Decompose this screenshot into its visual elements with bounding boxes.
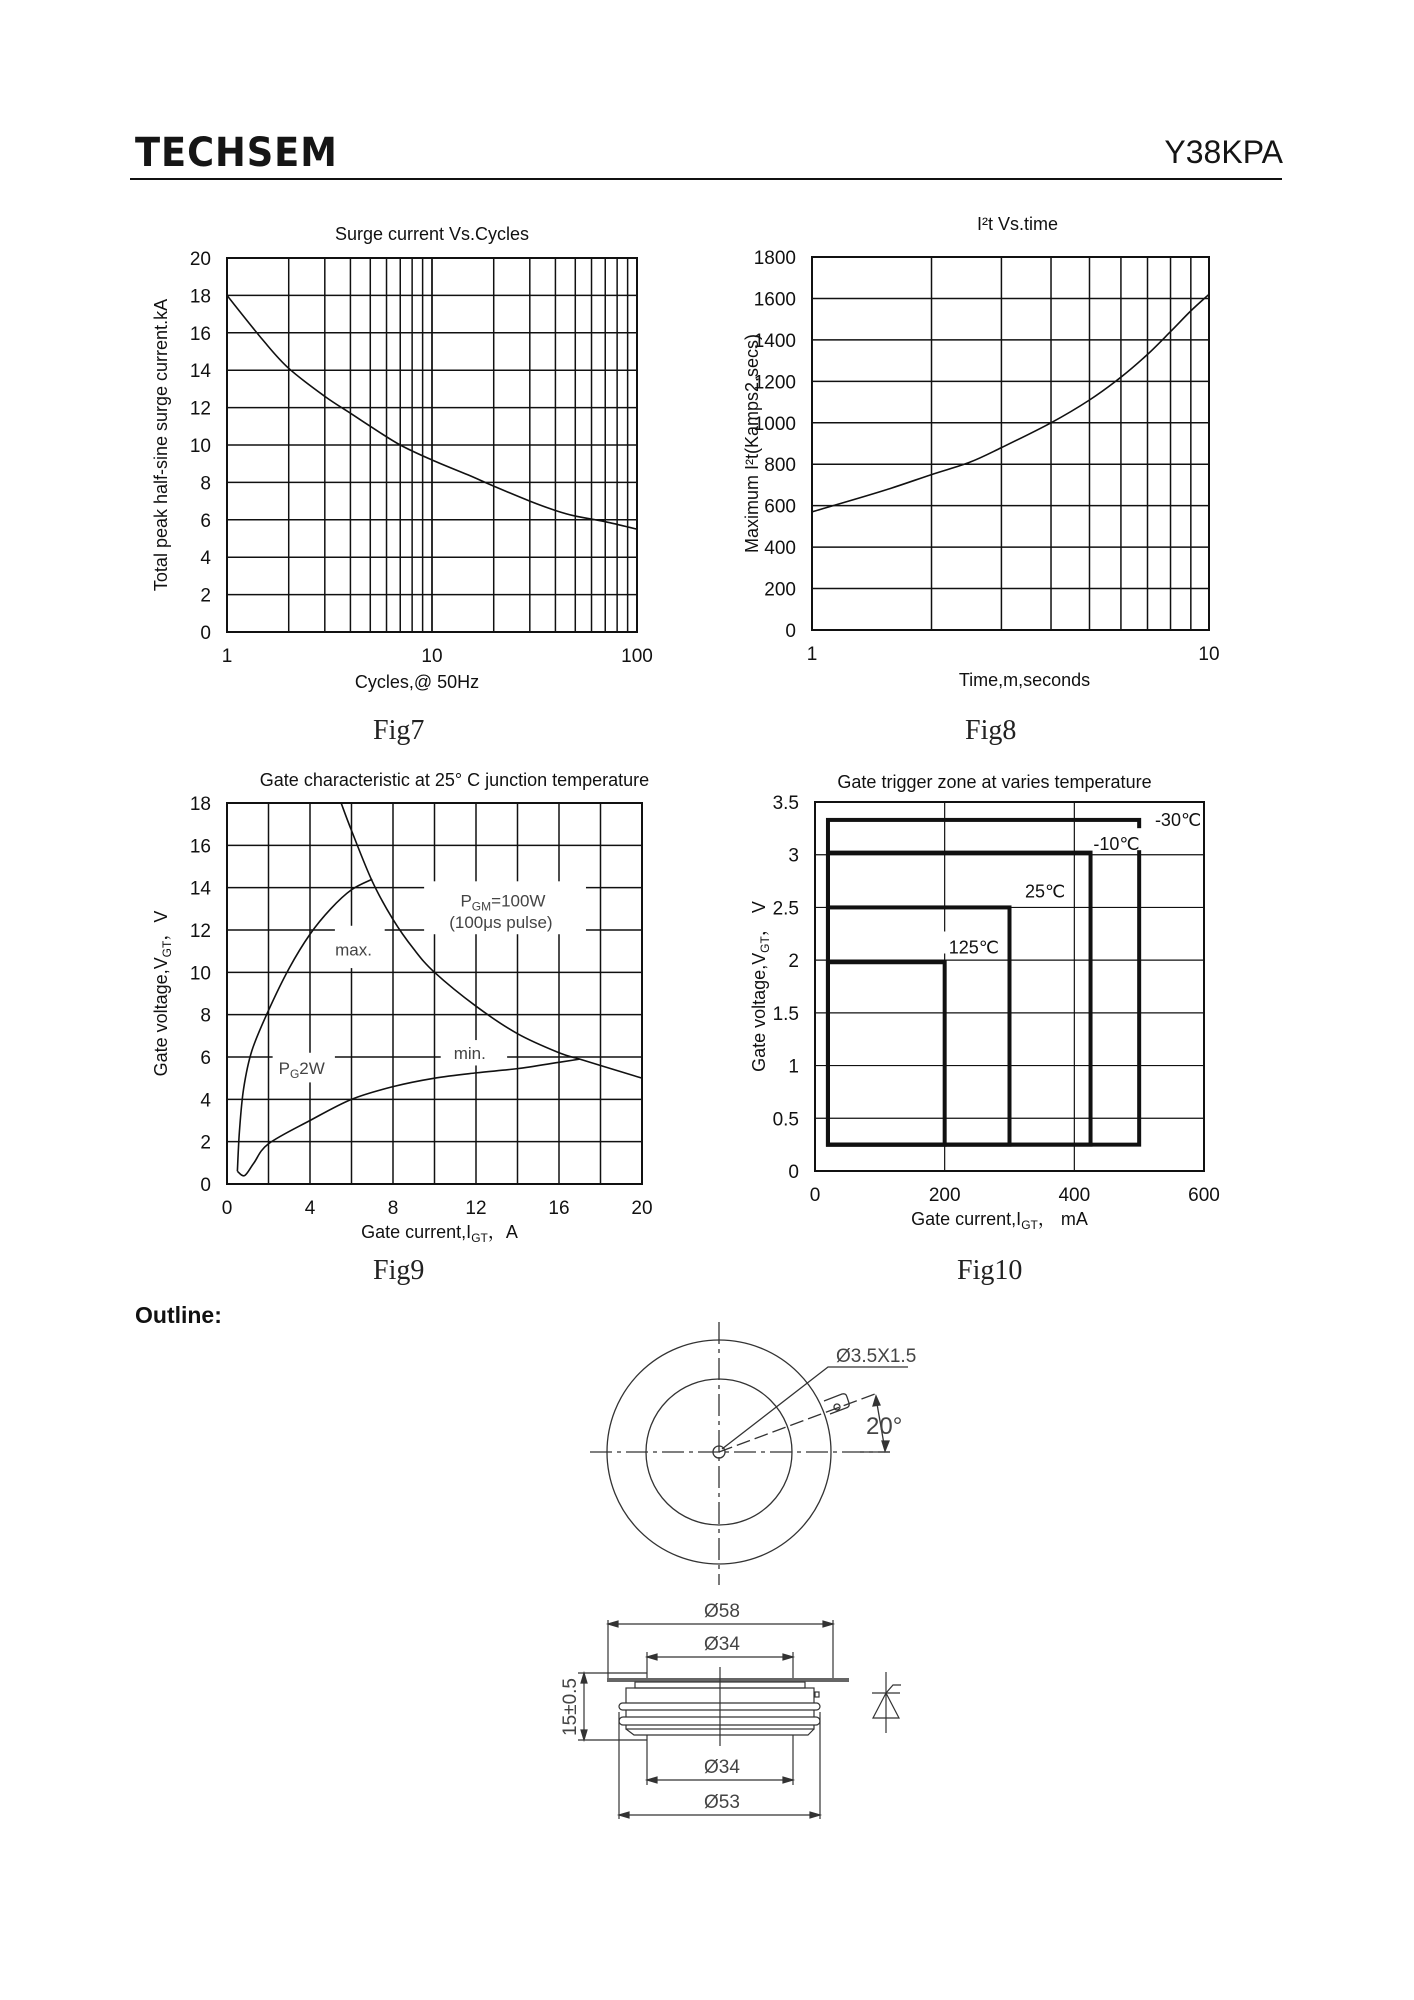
fig8-chart: [742, 214, 1220, 690]
y-axis-label: Gate $voltage,V_{GT}$，V: [151, 910, 174, 1077]
x-tick-label: 4: [304, 1198, 316, 1219]
y-axis-label: Total peak half-sine surge current.kA: [151, 298, 171, 592]
d53-arrow-l: [619, 1812, 629, 1818]
gate-tab-hole: [834, 1404, 840, 1410]
fig8-caption: Fig8: [965, 715, 1017, 746]
fig9-chart: [151, 770, 653, 1245]
y-tick-label: 16: [189, 836, 211, 858]
zone-label: -10℃: [1093, 834, 1140, 855]
x-tick-label: 200: [928, 1185, 961, 1206]
chart-title: I²t Vs.time: [976, 214, 1059, 234]
y-tick-label: 14: [189, 361, 211, 383]
y-tick-label: 18: [189, 286, 211, 308]
y-tick-label: 2: [788, 951, 799, 973]
x-tick-label: 600: [1188, 1185, 1220, 1206]
chart-title: Surge current Vs.Cycles: [334, 224, 530, 244]
x-tick-label: 12: [465, 1198, 487, 1219]
dim-d34-bottom: Ø34: [704, 1757, 740, 1778]
y-tick-label: 400: [764, 538, 796, 560]
chart-title: Gate trigger zone at varies temperature: [837, 772, 1152, 792]
d58-arrow-l: [608, 1621, 618, 1627]
y-tick-label: 600: [764, 496, 796, 518]
x-axis-label: Time,m,seconds: [958, 670, 1091, 690]
pgm-annotation: $P_{GM}=100W$: [460, 891, 546, 914]
y-tick-label: 4: [200, 1090, 211, 1112]
fig9-caption: Fig9: [373, 1255, 425, 1286]
y-axis-label: Maximum I²t(Kamps2,secs): [742, 333, 762, 554]
y-tick-label: 0: [788, 1162, 799, 1183]
x-axis-label: Gate $current,I_{GT}$，A: [361, 1222, 518, 1245]
y-tick-label: 0.5: [772, 1109, 799, 1131]
x-tick-label: 0: [221, 1198, 233, 1219]
series-line-pgm-100w: [341, 803, 642, 1078]
y-tick-label: 3: [788, 845, 799, 867]
thyristor-symbol-icon: [872, 1672, 901, 1733]
outline-heading: Outline:: [135, 1302, 222, 1328]
y-tick-label: 0: [200, 623, 211, 644]
x-tick-label: 10: [1198, 644, 1220, 665]
y-tick-label: 6: [200, 1048, 211, 1069]
fig10-caption: Fig10: [957, 1255, 1023, 1286]
x-tick-label: 0: [809, 1185, 821, 1206]
y-tick-label: 2: [200, 1132, 211, 1154]
y-tick-label: 2.5: [772, 898, 799, 920]
x-tick-label: 16: [548, 1198, 570, 1219]
y-tick-label: 8: [200, 473, 211, 495]
dim-d53: Ø53: [704, 1792, 740, 1813]
y-tick-label: 4: [200, 548, 211, 570]
angle-dimension: 20°: [866, 1413, 903, 1440]
dim-height: 15±0.5: [560, 1678, 581, 1736]
d34b-arrow-l: [647, 1777, 657, 1783]
x-tick-label: 10: [421, 646, 443, 667]
y-tick-label: 10: [189, 963, 211, 985]
hole-dimension: Ø3.5X1.5: [836, 1346, 917, 1367]
pg-annotation: $P_G2W$: [278, 1058, 325, 1081]
y-tick-label: 14: [189, 878, 211, 900]
x-tick-label: 1: [806, 644, 818, 665]
max-annotation: max.: [335, 940, 372, 960]
gate-axis-line: [719, 1394, 875, 1452]
y-tick-label: 1000: [753, 413, 796, 435]
y-tick-label: 1.5: [772, 1003, 799, 1025]
y-tick-label: 12: [189, 398, 211, 420]
techsem-logo: TECHSEM: [135, 130, 338, 176]
x-tick-label: 1: [221, 646, 233, 667]
side-gate-terminal: [815, 1692, 819, 1697]
y-tick-label: 3.5: [772, 793, 799, 814]
d58-arrow-r: [823, 1621, 833, 1627]
y-tick-label: 18: [189, 794, 211, 815]
x-axis-label: Cycles,@ 50Hz: [354, 672, 480, 692]
pgm-pulse-annotation: (100μs pulse): [449, 912, 553, 932]
y-tick-label: 0: [200, 1175, 211, 1196]
y-tick-label: 10: [189, 436, 211, 457]
d34t-arrow-l: [647, 1654, 657, 1660]
x-tick-label: 100: [621, 646, 653, 667]
y-axis-label: Gate $voltage,V_{GT}$， V: [749, 901, 772, 1072]
dim-d34-top: Ø34: [704, 1634, 740, 1655]
y-tick-label: 6: [200, 510, 211, 532]
h-arrow-b: [581, 1730, 587, 1740]
fig7-caption: Fig7: [373, 715, 425, 746]
y-tick-label: 1: [788, 1056, 799, 1078]
x-axis-label: Gate $current,I_{GT}$， mA: [911, 1209, 1088, 1232]
series-line-i2t: [812, 294, 1209, 512]
dim-d58: Ø58: [704, 1601, 740, 1622]
y-tick-label: 16: [189, 323, 211, 345]
y-tick-label: 200: [764, 579, 796, 601]
y-tick-label: 2: [200, 585, 211, 607]
y-tick-label: 1800: [753, 248, 796, 269]
y-tick-label: 20: [189, 249, 211, 270]
d34t-arrow-r: [783, 1654, 793, 1660]
h-arrow-t: [581, 1673, 587, 1683]
x-tick-label: 8: [387, 1198, 399, 1219]
angle-arrow-top: [873, 1396, 880, 1406]
fig7-chart: [151, 224, 653, 692]
x-tick-label: 400: [1058, 1185, 1091, 1206]
angle-arrow-bottom: [882, 1441, 889, 1451]
y-tick-label: 800: [764, 455, 796, 477]
x-tick-label: 20: [631, 1198, 653, 1219]
d53-arrow-r: [810, 1812, 820, 1818]
trigger-zone-3: [828, 962, 945, 1144]
y-tick-label: 1200: [753, 372, 796, 394]
part-number: Y38KPA: [1164, 134, 1283, 170]
y-tick-label: 8: [200, 1005, 211, 1027]
min-annotation: min.: [453, 1044, 486, 1064]
chart-title: Gate characteristic at 25° C junction temperature: [259, 770, 650, 790]
y-tick-label: 1600: [753, 289, 796, 311]
y-tick-label: 12: [189, 921, 211, 942]
y-tick-label: 0: [785, 621, 796, 642]
zone-label: 125℃: [948, 937, 999, 958]
fig10-chart: [749, 772, 1220, 1232]
zone-label: 25℃: [1025, 881, 1066, 902]
d34b-arrow-r: [783, 1777, 793, 1783]
zone-label: -30℃: [1154, 809, 1202, 830]
y-tick-label: 1400: [753, 330, 796, 352]
